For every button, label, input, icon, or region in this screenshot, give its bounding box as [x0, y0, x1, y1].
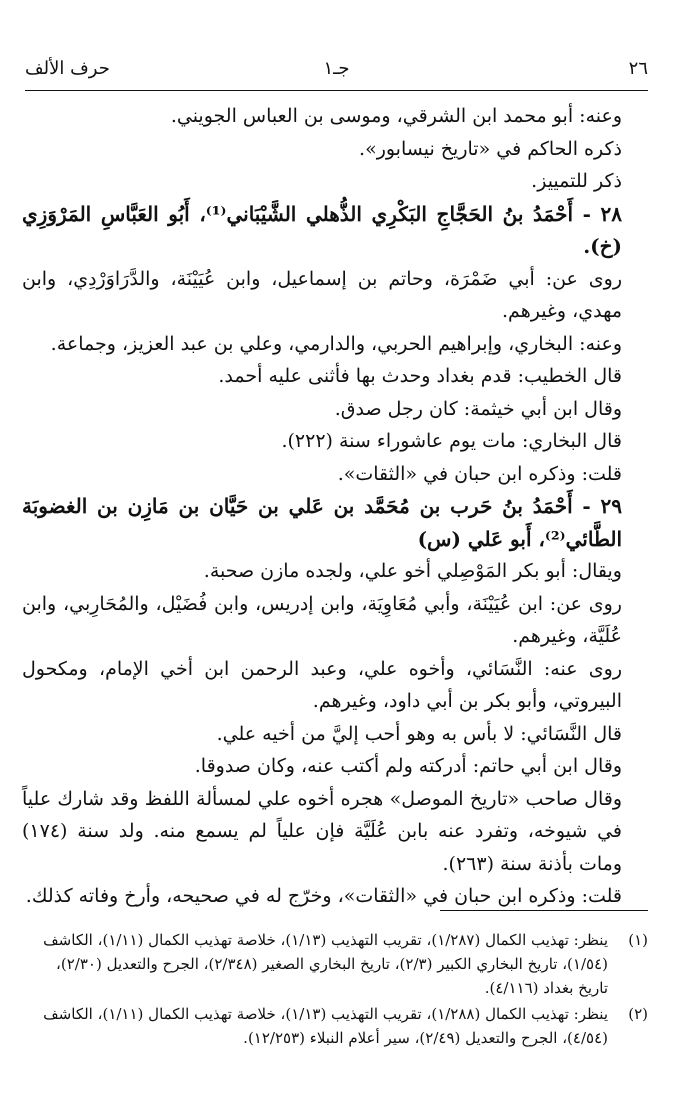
- footnote-separator: [440, 910, 648, 911]
- entry-heading-29: ٢٩ - أَحْمَدُ بنُ حَرب بن مُحَمَّد بن عَلي بن حَيَّان بن مَازِن بن الغضوبَة الطَّائي⁽²⁾، أَبو عَلي (س): [22, 494, 622, 551]
- paragraph: ذكر للتمييز.: [531, 170, 622, 192]
- page-header: [25, 58, 648, 88]
- footnote-number: (١): [628, 931, 648, 949]
- paragraph: وقال ابن أبي خيثمة: كان رجل صدق.: [334, 397, 622, 420]
- section-title: حرف الألف: [25, 58, 110, 79]
- footnotes: [22, 928, 648, 1052]
- paragraph: روى عن: ابن عُيَيْنَة، وأبي مُعَاوِيَة، وابن إدريس، وابن فُضَيْل، والمُحَارِبي، وابن عُلَيَّة، وغيرهم.: [22, 592, 622, 647]
- header-rule: [25, 90, 648, 91]
- volume-label: جـ١: [323, 58, 350, 79]
- paragraph: وقال صاحب «تاريخ الموصل» هجره أخوه علي لمسألة اللفظ وقد شارك علياً في شيوخه، وتفرد عنه بابن عُلَيَّة فإن علياً لم يسمع منه. ولد سنة (١٧٤) ومات بأذنة سنة (٢٦٣).: [22, 787, 622, 875]
- footnote: [22, 1002, 648, 1050]
- footnote-number: (٢): [628, 1005, 648, 1023]
- footnote: [22, 928, 648, 1000]
- paragraph: قال البخاري: مات يوم عاشوراء سنة (٢٢٢).: [281, 430, 622, 452]
- paragraph: قال الخطيب: قدم بغداد وحدث بها فأثنى عليه أحمد.: [218, 365, 622, 387]
- footnote-text: ينظر: تهذيب الكمال (١/٢٨٨)، تقريب التهذيب (١/١٣)، خلاصة تهذيب الكمال (١/١١)، الكاشف (٤/٥٤)، الجرح والتعديل (٢/٤٩)، سير أعلام النبلاء (١٢/٢٥٣).: [43, 1005, 608, 1047]
- footnote-text: ينظر: تهذيب الكمال (١/٢٨٧)، تقريب التهذيب (١/١٣)، خلاصة تهذيب الكمال (١/١١)، الكاشف (١/٥٤)، تاريخ البخاري الكبير (٢/٣)، تاريخ البخاري الصغير (٢/٣٤٨)، الجرح والتعديل (٢/٣٠)، تاريخ بغداد (٤/١١٦).: [43, 931, 608, 997]
- page-number: ٢٦: [628, 58, 648, 79]
- paragraph: وعنه: البخاري، وإبراهيم الحربي، والدارمي، وعلي بن عبد العزيز، وجماعة.: [50, 332, 622, 355]
- paragraph: ويقال: أبو بكر المَوْصِلي أخو علي، ولجده مازن صحبة.: [203, 560, 622, 582]
- paragraph: وعنه: أبو محمد ابن الشرقي، وموسى بن العباس الجويني.: [170, 105, 622, 127]
- paragraph: ذكره الحاكم في «تاريخ نيسابور».: [359, 137, 622, 160]
- paragraph: وقال ابن أبي حاتم: أدركته ولم أكتب عنه، وكان صدوقا.: [194, 755, 622, 777]
- paragraph: روى عنه: النَّسَائي، وأخوه علي، وعبد الرحمن ابن أخي الإمام، ومكحول البيروتي، وأبو بكر بن أبي داود، وغيرهم.: [22, 657, 622, 712]
- paragraph: روى عن: أبي ضَمْرَة، وحاتم بن إسماعيل، وابن عُيَيْنَة، والدَّرَاوَرْدِي، وابن مهدي، وغيرهم.: [22, 267, 622, 322]
- paragraph: قلت: وذكره ابن حبان في «الثقات».: [337, 462, 622, 485]
- paragraph: قال النَّسَائي: لا بأس به وهو أحب إليَّ من أخيه علي.: [216, 722, 622, 745]
- paragraph: قلت: وذكره ابن حبان في «الثقات»، وخرّج له في صحيحه، وأرخ وفاته كذلك.: [25, 885, 622, 907]
- main-text: [22, 100, 648, 913]
- entry-heading-28: ٢٨ - أَحْمَدُ بنُ الحَجَّاجِ البَكْرِي الذُّهلي الشَّيْبَاني⁽¹⁾، أَبُو العَبَّاسِ المَرْوَزِي (خ).: [22, 201, 622, 258]
